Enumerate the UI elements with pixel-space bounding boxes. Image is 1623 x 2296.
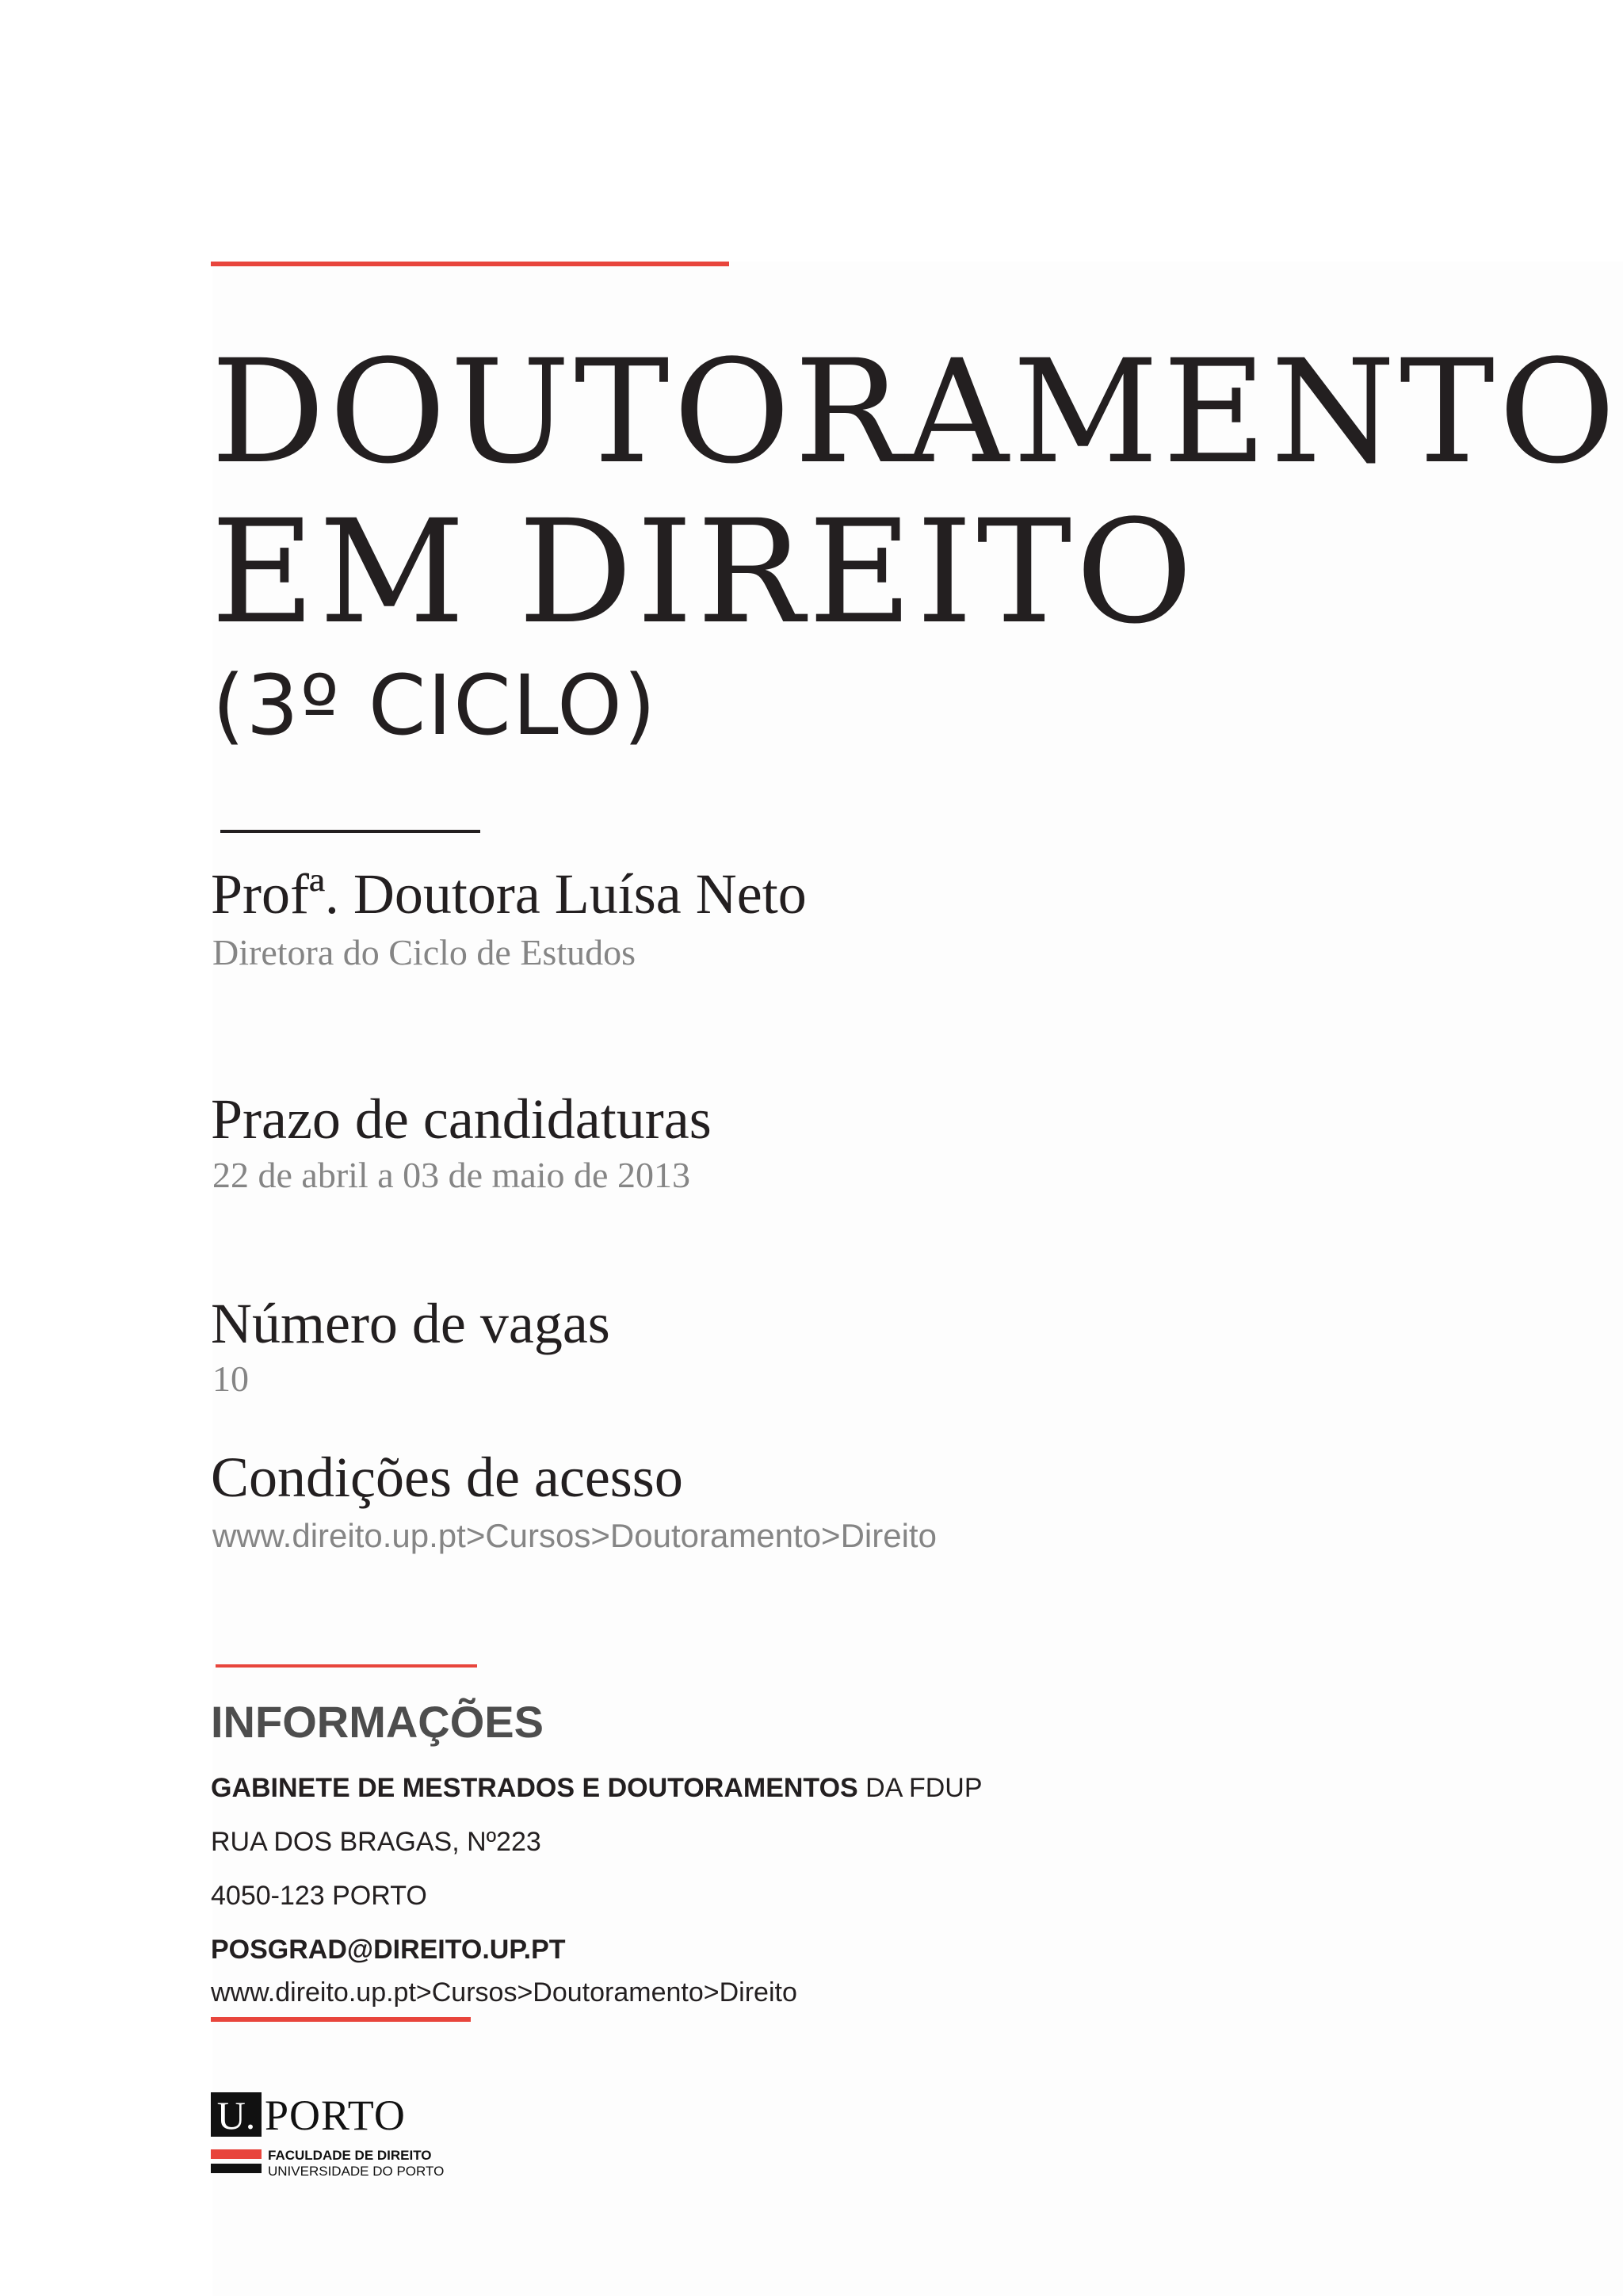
logo-red-bar: [211, 2149, 262, 2159]
access-value: www.direito.up.pt>Cursos>Doutoramento>Direito: [212, 1517, 937, 1554]
page-subtitle: (3º CICLO): [212, 657, 658, 754]
vacancies-label: Número de vagas: [211, 1292, 610, 1355]
logo-black-bar: [211, 2164, 262, 2173]
info-office: [211, 1771, 983, 1805]
uporto-logo: [211, 2092, 464, 2187]
info-email-text: POSGRAD@DIREITO.UP.PT: [211, 1935, 566, 1965]
title-line-1: DOUTORAMENTO: [211, 330, 1620, 495]
title-line-2: EM DIREITO: [211, 490, 1197, 655]
logo-university: UNIVERSIDADE DO PORTO: [268, 2164, 445, 2179]
top-red-rule: [211, 262, 729, 266]
bottom-red-rule: [211, 2017, 471, 2022]
info-url[interactable]: www.direito.up.pt>Cursos>Doutoramento>Direito: [211, 1977, 797, 2008]
info-city: 4050-123 PORTO: [211, 1881, 427, 1911]
director-role: Diretora do Ciclo de Estudos: [212, 932, 636, 972]
logo-u-mark: U.: [211, 2092, 262, 2137]
info-office-rest: DA FDUP: [857, 1773, 983, 1803]
info-office-bold: GABINETE DE MESTRADOS E DOUTORAMENTOS: [211, 1773, 858, 1803]
logo-porto-text: PORTO: [265, 2092, 406, 2139]
deadline-label: Prazo de candidaturas: [211, 1087, 712, 1151]
info-email: [211, 1932, 566, 1967]
director-name: Profª. Doutora Luísa Neto: [211, 862, 807, 926]
director-divider: [220, 830, 480, 833]
vacancies-value: 10: [212, 1358, 249, 1399]
deadline-value: 22 de abril a 03 de maio de 2013: [212, 1155, 690, 1195]
page-title: [211, 330, 1620, 655]
info-red-rule: [216, 1664, 477, 1668]
access-label: Condições de acesso: [211, 1446, 683, 1509]
info-street: RUA DOS BRAGAS, Nº223: [211, 1827, 541, 1857]
info-title: INFORMAÇÕES: [211, 1697, 544, 1747]
logo-faculty: FACULDADE DE DIREITO: [268, 2148, 432, 2163]
